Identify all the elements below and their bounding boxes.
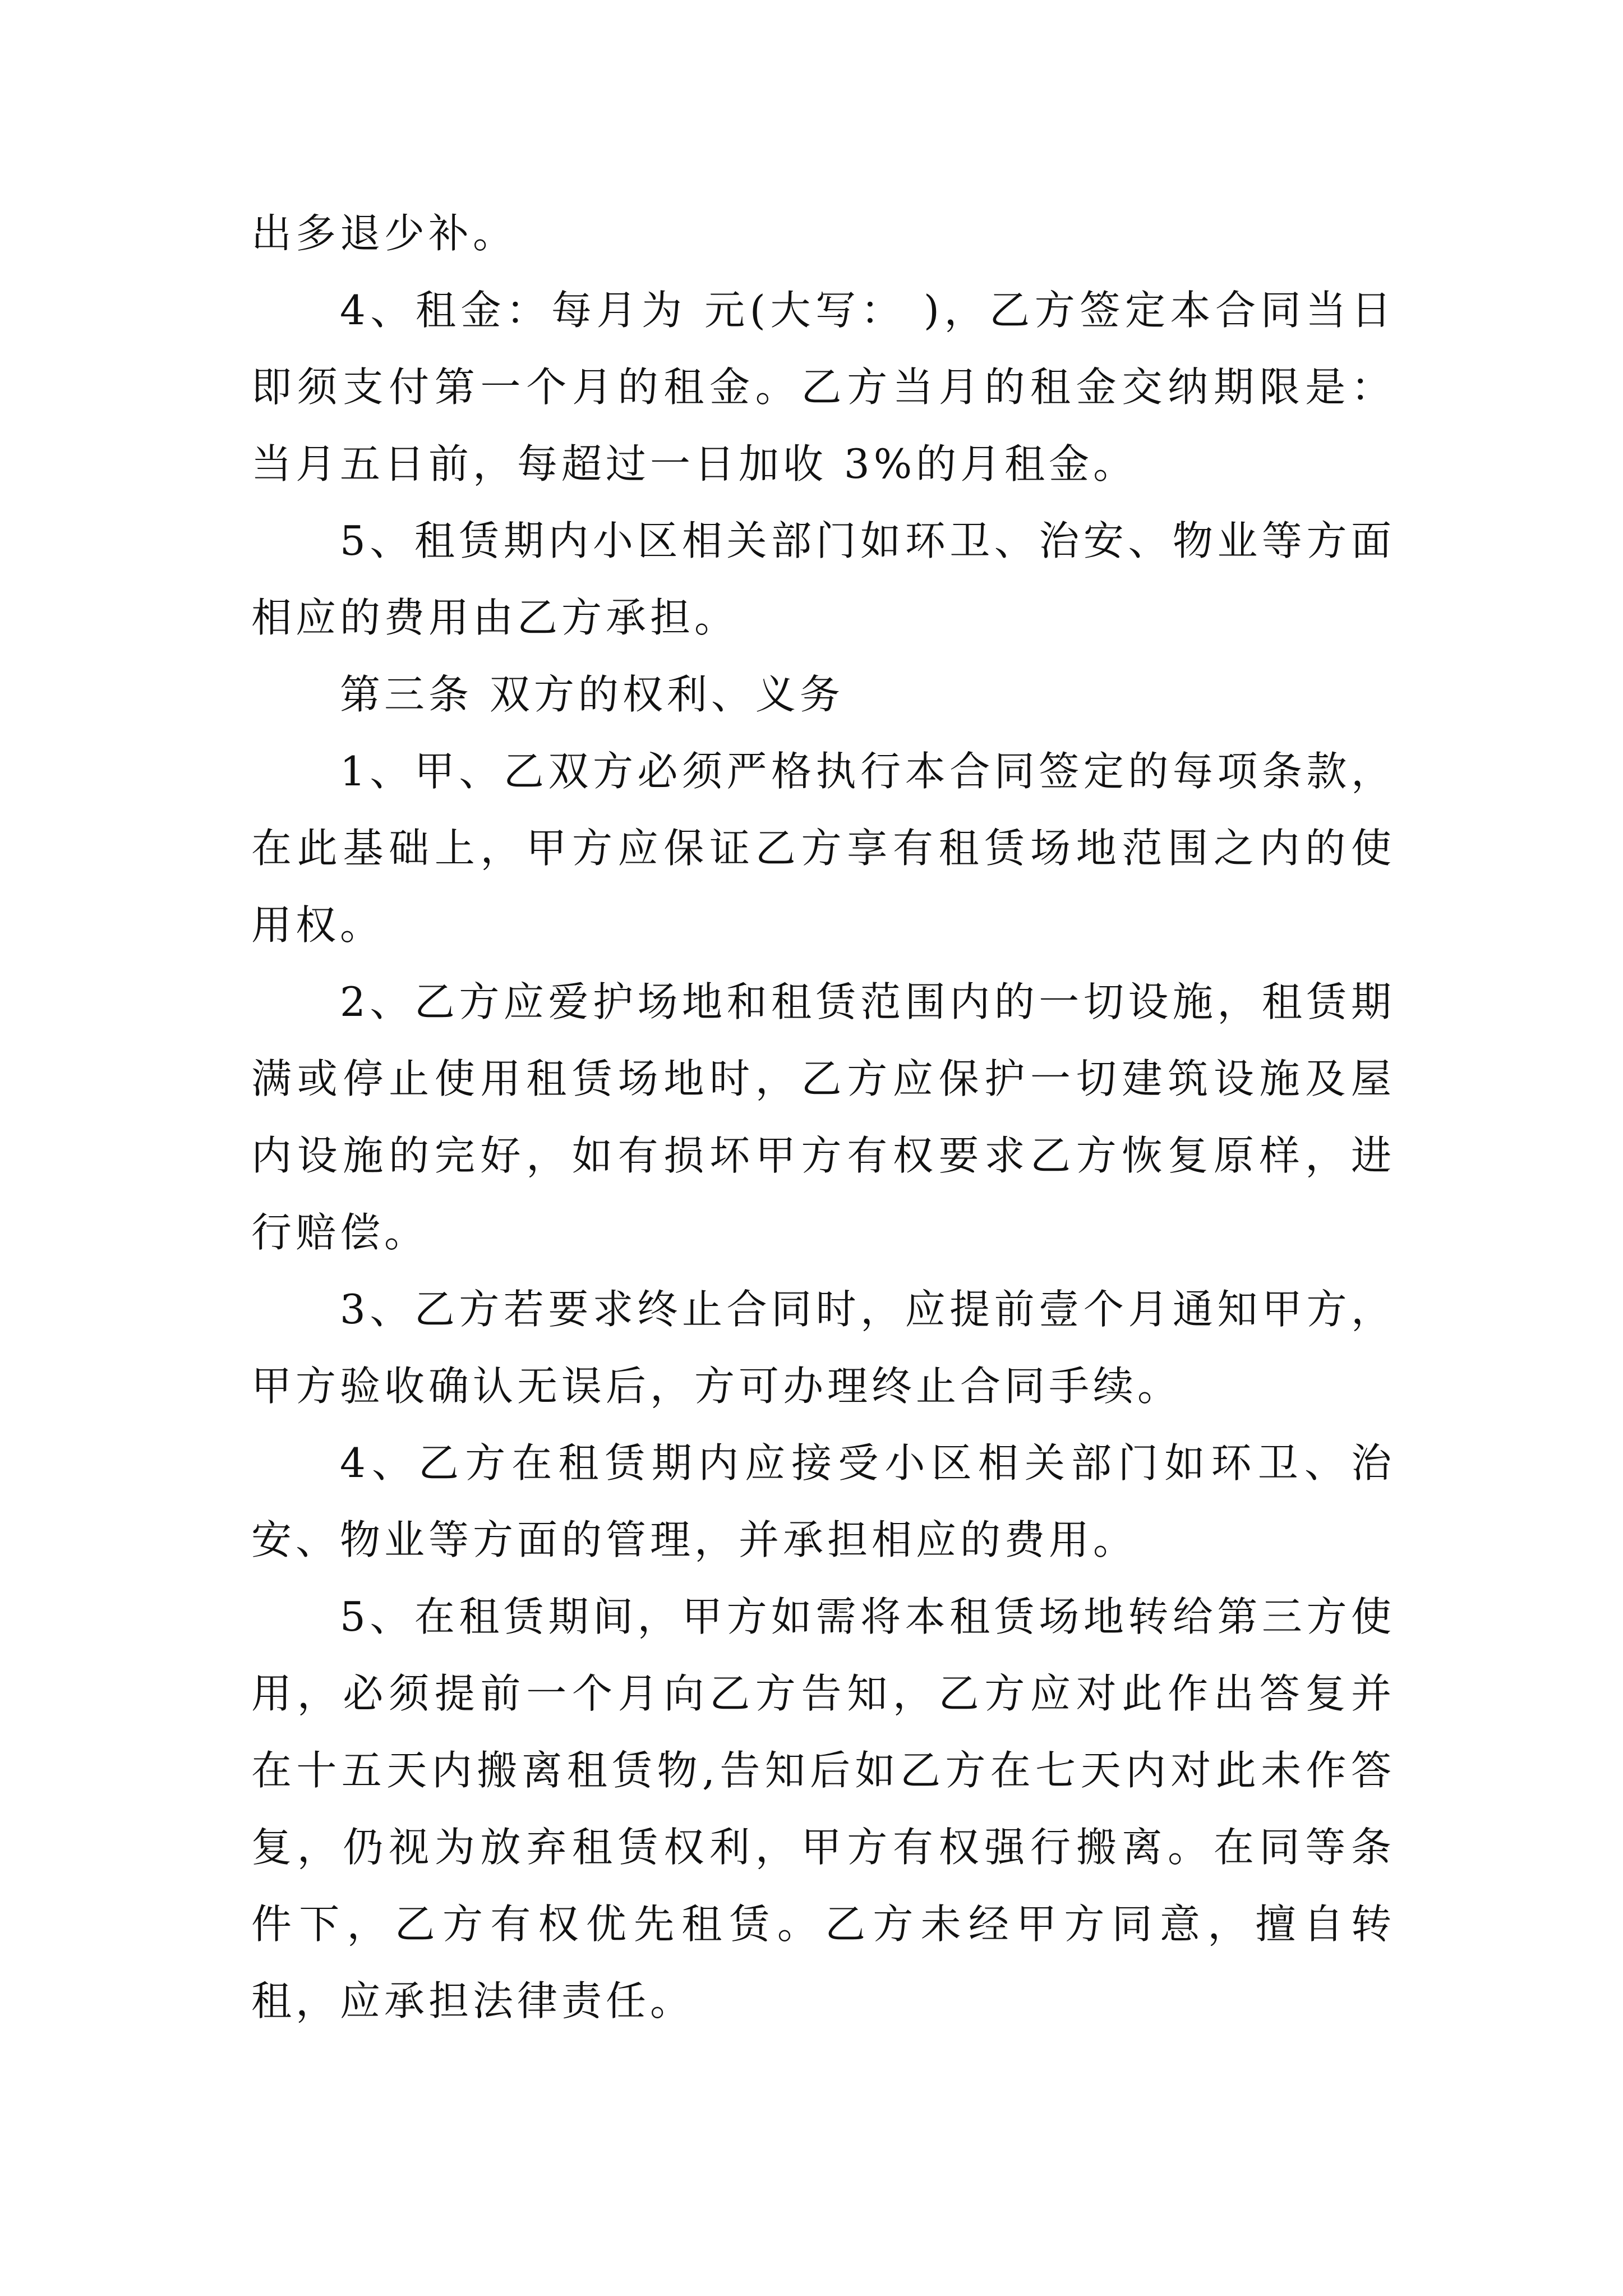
paragraph-rights-clause-5: 5、在租赁期间，甲方如需将本租赁场地转给第三方使用，必须提前一个月向乙方告知，乙方应对此作出答复并在十五天内搬离租赁物,告知后如乙方在七天内对此未作答复，仍视为放弃租赁权利，甲方有权强行搬离。在同等条件下，乙方有权优先租赁。乙方未经甲方同意，擅自转租，应承担法律责任。 <box>251 1593 1395 2024</box>
paragraph-rights-clause-4: 4、乙方在租赁期内应接受小区相关部门如环卫、治安、物业等方面的管理，并承担相应的费用。 <box>251 1439 1395 1563</box>
document-body <box>251 195 1395 2040</box>
paragraph-fees-clause: 5、租赁期内小区相关部门如环卫、治安、物业等方面相应的费用由乙方承担。 <box>251 517 1395 641</box>
paragraph-rights-clause-2: 2、乙方应爱护场地和租赁范围内的一切设施，租赁期满或停止使用租赁场地时，乙方应保护一切建筑设施及屋内设施的完好，如有损坏甲方有权要求乙方恢复原样，进行赔偿。 <box>251 978 1395 1256</box>
paragraph-rights-clause-1: 1、甲、乙双方必须严格执行本合同签定的每项条款，在此基础上，甲方应保证乙方享有租赁场地范围之内的使用权。 <box>251 748 1395 949</box>
section-heading-article-three: 第三条 双方的权利、义务 <box>340 671 844 718</box>
paragraph-rights-clause-3: 3、乙方若要求终止合同时，应提前壹个月通知甲方，甲方验收确认无误后，方可办理终止合同手续。 <box>251 1286 1395 1410</box>
paragraph-continuation: 出多退少补。 <box>251 210 518 257</box>
paragraph-rent-clause: 4、租金：每月为 元(大写： )，乙方签定本合同当日即须支付第一个月的租金。乙方当月的租金交纳期限是：当月五日前，每超过一日加收 3%的月租金。 <box>251 287 1395 487</box>
